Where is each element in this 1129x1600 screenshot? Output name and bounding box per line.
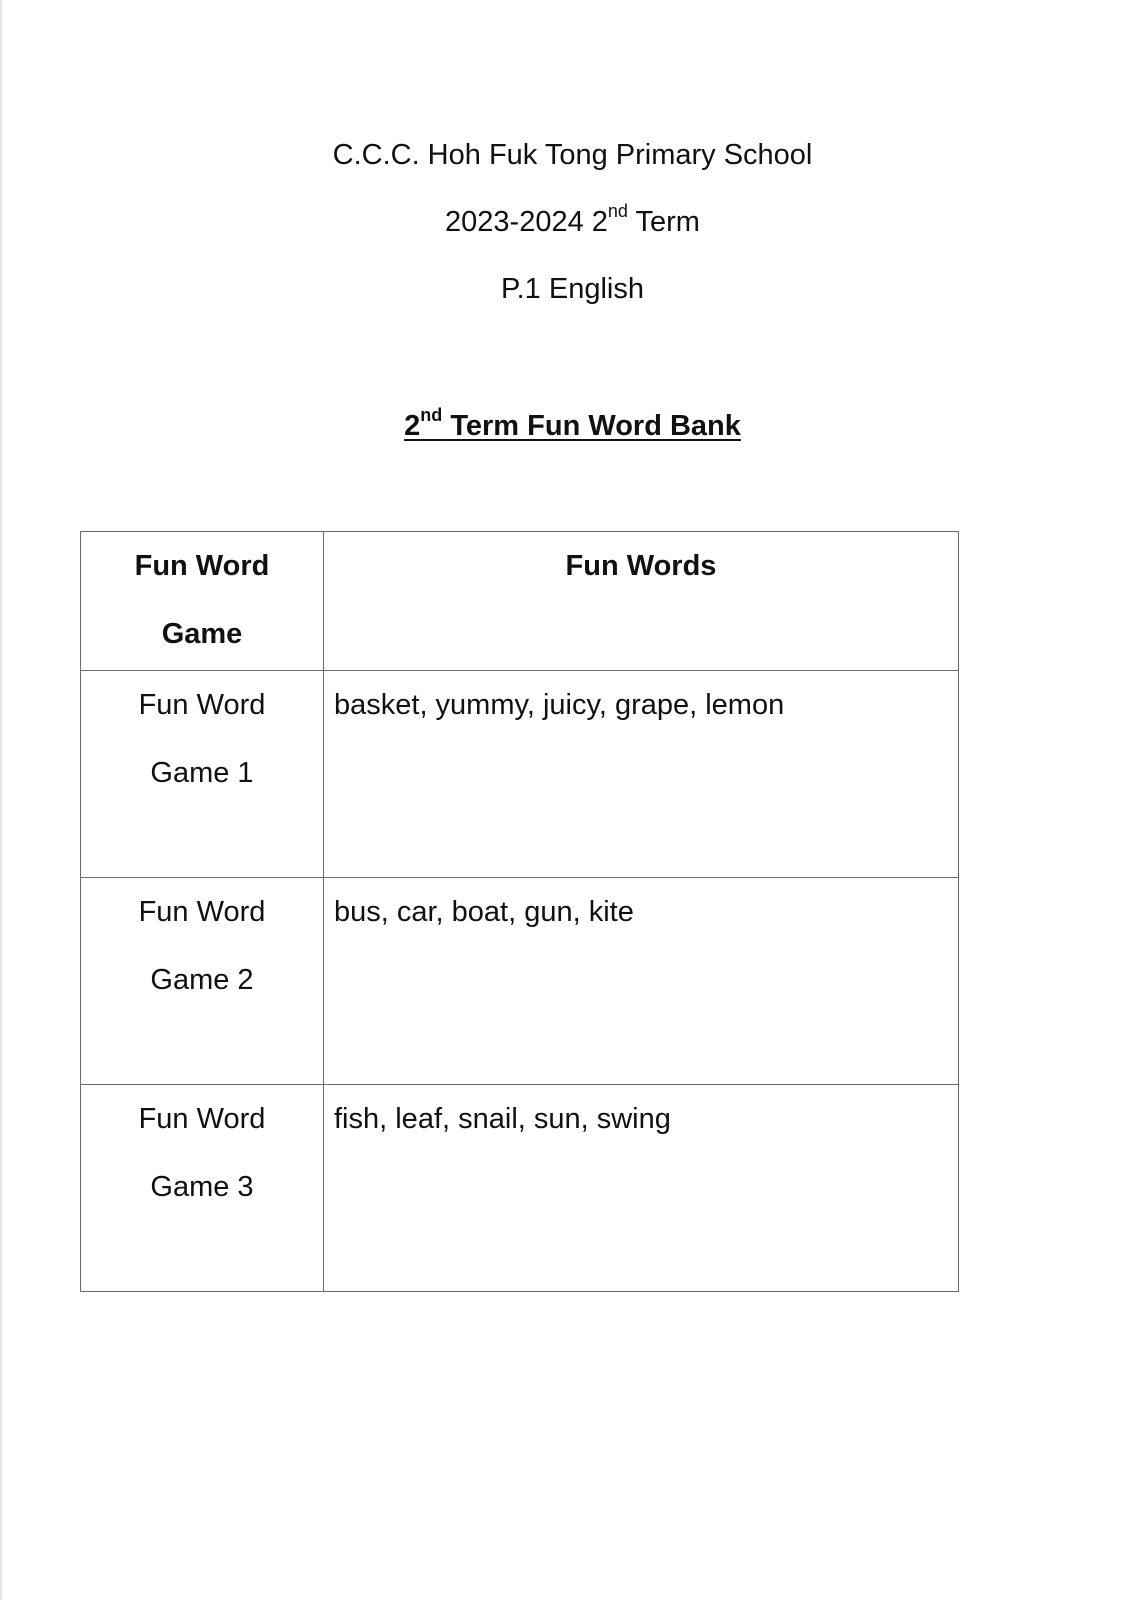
game-line1: Fun Word — [138, 1103, 266, 1135]
game-line1: Fun Word — [138, 689, 266, 721]
title-suffix: Term Fun Word Bank — [442, 410, 741, 442]
subject-line: P.1 English — [501, 273, 644, 305]
term-line — [8, 201, 1129, 240]
table-row — [81, 671, 959, 878]
game-line2: Game 2 — [150, 964, 254, 996]
term-suffix: Term — [627, 206, 700, 238]
table-row — [81, 878, 959, 1085]
table-header-row — [81, 532, 959, 671]
header-cell-game — [81, 532, 324, 671]
words-cell: fish, leaf, snail, sun, swing — [324, 1085, 959, 1292]
header-cell-words: Fun Words — [324, 532, 959, 671]
words-cell: bus, car, boat, gun, kite — [324, 878, 959, 1085]
term-ordinal-suffix: nd — [607, 201, 628, 222]
school-name: C.C.C. Hoh Fuk Tong Primary School — [332, 139, 813, 171]
game-cell — [81, 671, 324, 878]
game-line1: Fun Word — [138, 896, 266, 928]
title-ordinal-suffix: nd — [420, 405, 443, 426]
header-game-line2: Game — [161, 618, 243, 650]
word-bank-table — [80, 531, 959, 1292]
game-cell — [81, 878, 324, 1085]
word-bank-title — [8, 405, 1129, 444]
header-game-line1: Fun Word — [134, 550, 270, 582]
game-cell — [81, 1085, 324, 1292]
term-prefix: 2023-2024 2 — [445, 206, 608, 238]
game-line2: Game 3 — [150, 1171, 254, 1203]
game-line2: Game 1 — [150, 757, 254, 789]
page-edge — [0, 0, 2, 1600]
table-row — [81, 1085, 959, 1292]
title-prefix: 2 — [404, 410, 421, 442]
word-bank-title-text — [404, 405, 741, 442]
words-cell: basket, yummy, juicy, grape, lemon — [324, 671, 959, 878]
